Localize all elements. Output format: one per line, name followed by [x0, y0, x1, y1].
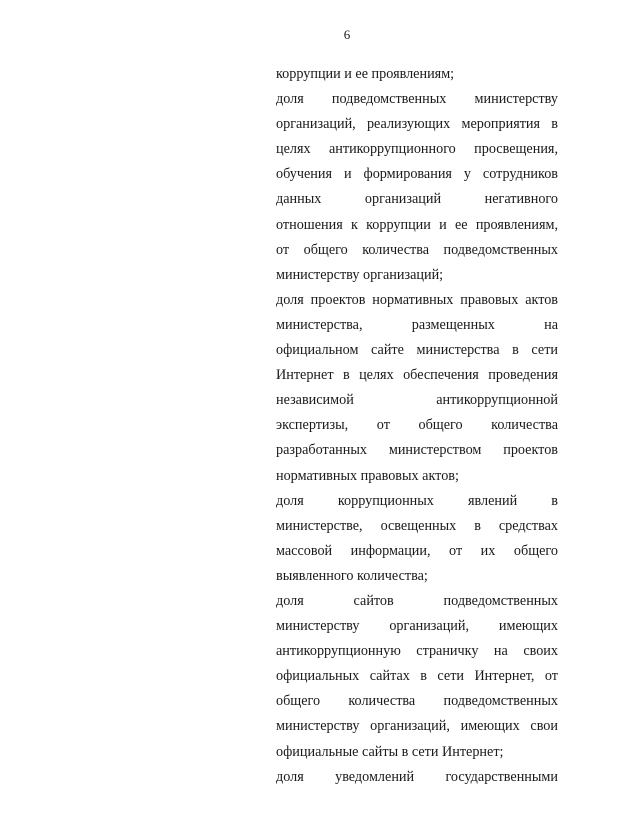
text-line: выявленного количества; — [276, 567, 428, 584]
text-line: экспертизы, от общего количества — [276, 417, 558, 434]
text-line: организаций, реализующих мероприятия в — [276, 116, 558, 133]
body-text — [276, 62, 558, 790]
text-line: министерства, размещенных на — [276, 316, 558, 333]
text-line: доля коррупционных явлений в — [276, 492, 558, 509]
text-line: министерству организаций; — [276, 266, 444, 283]
text-line: официальные сайты в сети Интернет; — [276, 743, 504, 760]
text-line: нормативных правовых актов; — [276, 467, 459, 484]
text-line: министерстве, освещенных в средствах — [276, 517, 558, 534]
text-line: официальном сайте министерства в сети — [276, 342, 558, 359]
text-line: министерству организаций, имеющих свои — [276, 718, 558, 735]
text-line: доля проектов нормативных правовых актов — [276, 291, 558, 308]
text-line: доля сайтов подведомственных — [276, 592, 558, 609]
text-line: целях антикоррупционного просвещения, — [276, 141, 558, 158]
text-line: министерству организаций, имеющих — [276, 618, 558, 635]
text-line: данных организаций негативного — [276, 191, 558, 208]
text-line: доля подведомственных министерству — [276, 91, 558, 108]
page-number: 6 — [343, 27, 351, 42]
text-line: Интернет в целях обеспечения проведения — [276, 367, 558, 384]
text-line: официальных сайтах в сети Интернет, от — [276, 668, 558, 685]
text-line: обучения и формирования у сотрудников — [276, 166, 558, 183]
text-line: антикоррупционную страничку на своих — [276, 643, 558, 660]
text-line: независимой антикоррупционной — [276, 392, 558, 409]
text-line: общего количества подведомственных — [276, 693, 558, 710]
text-line: коррупции и ее проявлениям; — [276, 66, 455, 82]
text-line: отношения к коррупции и ее проявлениям, — [276, 216, 558, 233]
text-line: доля уведомлений государственными — [276, 768, 558, 785]
text-line: массовой информации, от их общего — [276, 542, 558, 559]
text-line: от общего количества подведомственных — [276, 241, 558, 258]
text-line: разработанных министерством проектов — [276, 442, 558, 459]
